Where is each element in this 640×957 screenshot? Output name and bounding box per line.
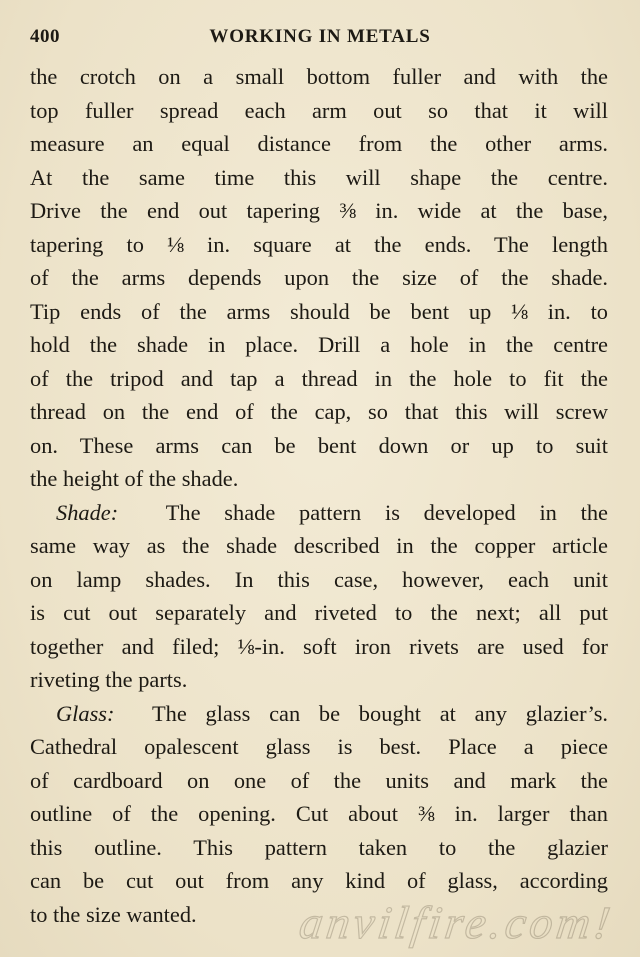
text-line: can be cut out from any kind of glass, according <box>30 868 608 893</box>
text-line: is cut out separately and riveted to the next; all put <box>30 600 608 625</box>
running-title: WORKING IN METALS <box>209 26 431 47</box>
text-line: top fuller spread each arm out so that it will <box>30 97 608 123</box>
text-line: At the same time this will shape the centre. <box>30 164 608 190</box>
text-line: The glass can be bought at any glazier’s. <box>152 700 609 726</box>
text-line: the crotch on a small bottom fuller and with the <box>30 64 608 89</box>
text-line: measure an equal distance from the other arms. <box>30 131 608 156</box>
text-line: outline of the opening. Cut about ⅜ in. larger than <box>30 801 608 826</box>
glass-paragraph-first-line <box>30 697 608 731</box>
text-line: same way as the shade described in the copper article <box>30 533 608 558</box>
shade-heading: Shade: <box>56 499 119 525</box>
text-line: Drive the end out tapering ⅜ in. wide at the base, <box>30 198 608 223</box>
watermark: anvilfire.com! <box>296 897 618 948</box>
text-line: The shade pattern is developed in the <box>165 499 608 525</box>
text-line: of cardboard on one of the units and mark the <box>30 767 608 793</box>
text-line: this outline. This pattern taken to the glazier <box>30 834 608 860</box>
text-line: thread on the end of the cap, so that this will screw <box>30 399 608 424</box>
text-line: to the size wanted. <box>30 901 197 927</box>
text-line: the height of the shade. <box>30 466 239 491</box>
text-line: riveting the parts. <box>30 667 188 692</box>
text-line: on. These arms can be bent down or up to suit <box>30 432 608 458</box>
text-line: together and filed; ⅛-in. soft iron rivets are used for <box>30 633 608 659</box>
page-number: 400 <box>30 26 60 47</box>
text-line: tapering to ⅛ in. square at the ends. The length <box>30 231 608 257</box>
text-line: Cathedral opalescent glass is best. Place a piece <box>30 734 608 759</box>
text-line: Tip ends of the arms should be bent up ⅛ in. to <box>30 298 608 324</box>
running-head <box>30 24 610 52</box>
text-line: hold the shade in place. Drill a hole in the centre <box>30 332 608 357</box>
text-line: of the tripod and tap a thread in the hole to fit the <box>30 365 608 391</box>
text-line: of the arms depends upon the size of the shade. <box>30 265 608 290</box>
shade-paragraph-first-line <box>30 496 608 530</box>
body-text <box>30 60 608 931</box>
text-line: on lamp shades. In this case, however, each unit <box>30 566 608 592</box>
glass-heading: Glass: <box>56 700 115 726</box>
